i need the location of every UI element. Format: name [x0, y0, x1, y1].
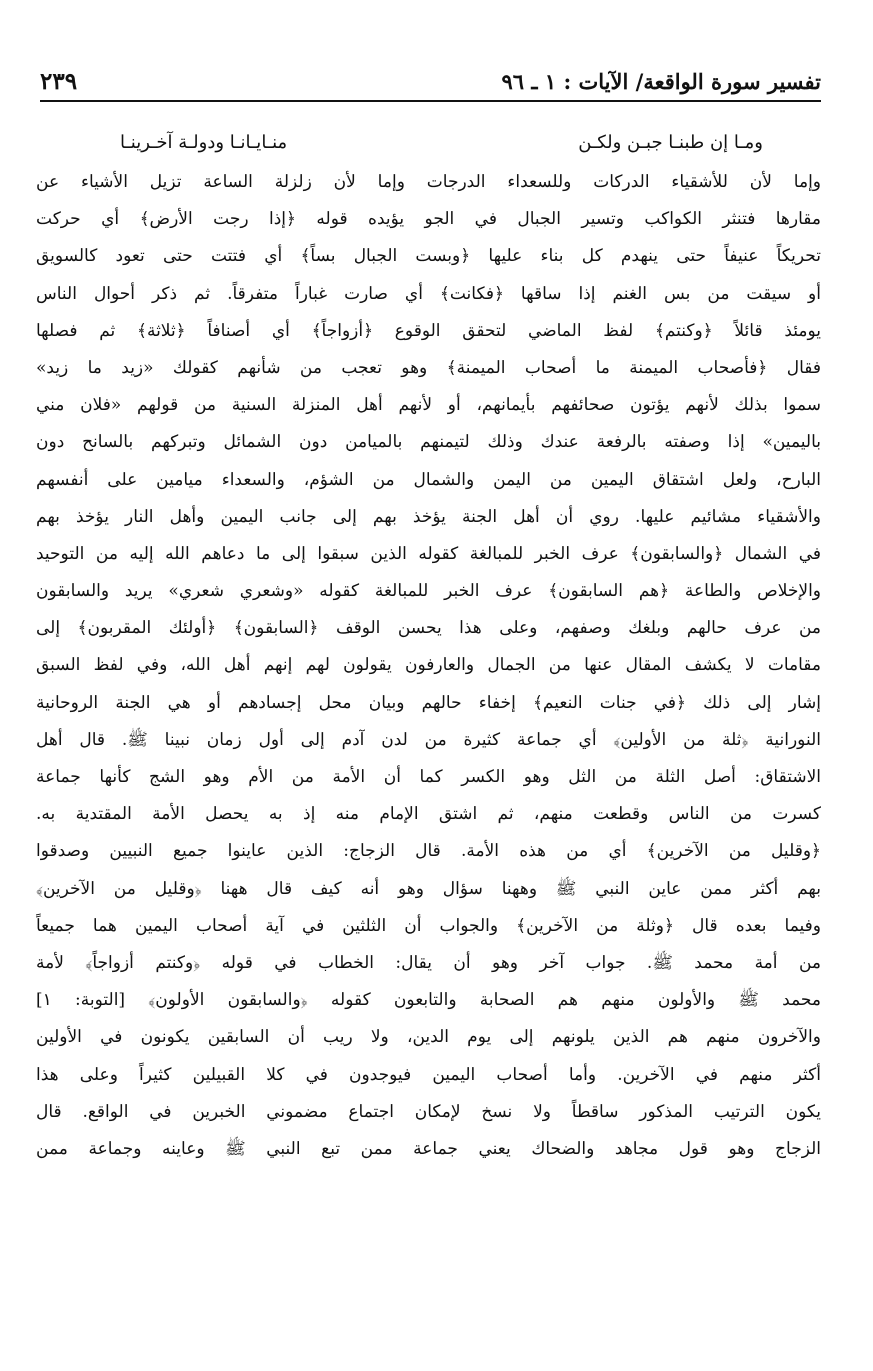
- text-line: الاشتقاق: أصل الثلة من الثل وهو الكسر كما أن الأمة من الأم وهو الشج كأنها جماعة: [36, 767, 821, 787]
- text-line: والآخرون منهم هم الذين يلونهم إلى يوم الدين، ولا ريب أن السابقين يكونون في الأولين: [36, 1027, 821, 1048]
- text-line: فقال ﴿فأصحاب الميمنة ما أصحاب الميمنة﴾ وهو تعجب من شأنهم كقولك «زيد ما زيد»: [36, 357, 821, 378]
- text-line: وفيما بعده قال ﴿وثلة من الآخرين﴾ والجواب أن الثلثين في آية أصحاب اليمين هما جميعاً: [36, 915, 821, 936]
- body-text: [36, 164, 821, 1168]
- text-line: بهم أكثر ممن عاين النبي ﷺ وههنا سؤال وهو أنه كيف قال ههنا ﴿وقليل من الآخرين﴾: [36, 878, 821, 899]
- text-line: أو سيقت من بس الغنم إذا ساقها ﴿فكانت﴾ أي صارت غباراً متفرقاً. ثم ذكر أحوال الناس: [36, 283, 821, 304]
- text-line: باليمين» إذا وصفته بالرفعة عندك وذلك لتيمنهم بالميامن دون الشمائل وتبركهم بالسانح دون: [36, 432, 821, 453]
- text-line: النورانية ﴿ثلة من الأولين﴾ أي جماعة كثيرة من لدن آدم إلى أول زمان نبينا ﷺ. قال أهل: [36, 729, 821, 750]
- text-line: يكون الترتيب المذكور ساقطاً ولا نسخ لإمكان اجتماع مضموني الخبرين في الواقع. قال: [36, 1101, 821, 1122]
- text-line: ﴿وقليل من الآخرين﴾ أي من هذه الأمة. قال الزجاج: الذين عاينوا جميع النبيين وصدقوا: [36, 841, 821, 862]
- verse-first-hemistich: ومـا إن طبنـا جبـن ولكـن: [578, 132, 763, 153]
- text-line: مقارها فتنثر الكواكب وتسير الجبال في الجو يؤيده قوله ﴿إذا رجت الأرض﴾ أي حركت: [36, 209, 821, 230]
- text-line: مقامات لا يكشف المقال عنها من الجمال والعارفون يقولون لهم إنهم أهل الله، وفي لفظ السبق: [36, 655, 821, 676]
- text-line: وإما لأن للأشقياء الدركات وللسعداء الدرجات وإما لأن زلزلة الساعة تزيل الأشياء عن: [36, 172, 821, 192]
- text-line: أكثر منهم في الآخرين. وأما أصحاب اليمين فيوجدون في كلا القبيلين كثيراً وعلى هذا: [36, 1064, 821, 1085]
- text-line: البارح، ولعل اشتقاق اليمين من اليمن والشمال من الشؤم، والسعداء ميامين على أنفسهم: [36, 469, 821, 490]
- text-line: والأشقياء مشائيم عليها. روي أن أهل الجنة يؤخذ بهم إلى جانب اليمين وأهل النار يؤخذ بهم: [36, 506, 821, 527]
- page-header: [40, 62, 821, 96]
- text-line: يومئذ قائلاً ﴿وكنتم﴾ لفظ الماضي لتحقق الوقوع ﴿أزواجاً﴾ أي أصنافاً ﴿ثلاثة﴾ ثم فصلها: [36, 320, 821, 341]
- text-line: من عرف حالهم وبلغك وصفهم، وعلى هذا يحسن الوقف ﴿السابقون﴾ ﴿أولئك المقربون﴾ إلى: [36, 618, 821, 639]
- text-line: سموا بذلك لأنهم يؤتون صحائفهم بأيمانهم، أو لأنهم أهل المنزلة السنية من قولهم «فلان مني: [36, 395, 821, 416]
- text-line: الزجاج وهو قول مجاهد والضحاك يعني جماعة ممن تبع النبي ﷺ وعاينه وجماعة ممن: [36, 1138, 821, 1159]
- text-line: كسرت من الناس وقطعت منهم، ثم اشتق الإمام منه إذ به يحصل الأمة المقتدية به.: [36, 804, 821, 825]
- verse-second-hemistich: منـايـانـا ودولـة آخـرينـا: [120, 132, 288, 153]
- page-number: ٢٣٩: [40, 68, 78, 95]
- text-line: تحريكاً عنيفاً حتى ينهدم كل بناء عليها ﴿وبست الجبال بساً﴾ أي فتتت حتى تعود كالسويق: [36, 246, 821, 267]
- header-rule: [40, 100, 821, 102]
- text-line: والإخلاص والطاعة ﴿هم السابقون﴾ عرف الخبر للمبالغة كقوله «وشعري شعري» يريد والسابقون: [36, 581, 821, 602]
- poetry-verse: [120, 126, 763, 160]
- text-line: في الشمال ﴿والسابقون﴾ عرف الخبر للمبالغة كقوله الذين سبقوا إلى ما دعاهم الله إليه من التوحيد: [36, 543, 821, 564]
- text-line: محمد ﷺ والأولون منهم هم الصحابة والتابعون كقوله ﴿والسابقون الأولون﴾ [التوبة: ١]: [36, 990, 821, 1011]
- text-line: من أمة محمد ﷺ. جواب آخر وهو أن يقال: الخطاب في قوله ﴿وكنتم أزواجاً﴾ لأمة: [36, 952, 821, 973]
- text-line: إشار إلى ذلك ﴿في جنات النعيم﴾ إخفاء حالهم وبيان محل إجسادهم أو هي الجنة الروحانية: [36, 692, 821, 713]
- running-title: تفسير سورة الواقعة/ الآيات : ١ ـ ٩٦: [501, 69, 821, 94]
